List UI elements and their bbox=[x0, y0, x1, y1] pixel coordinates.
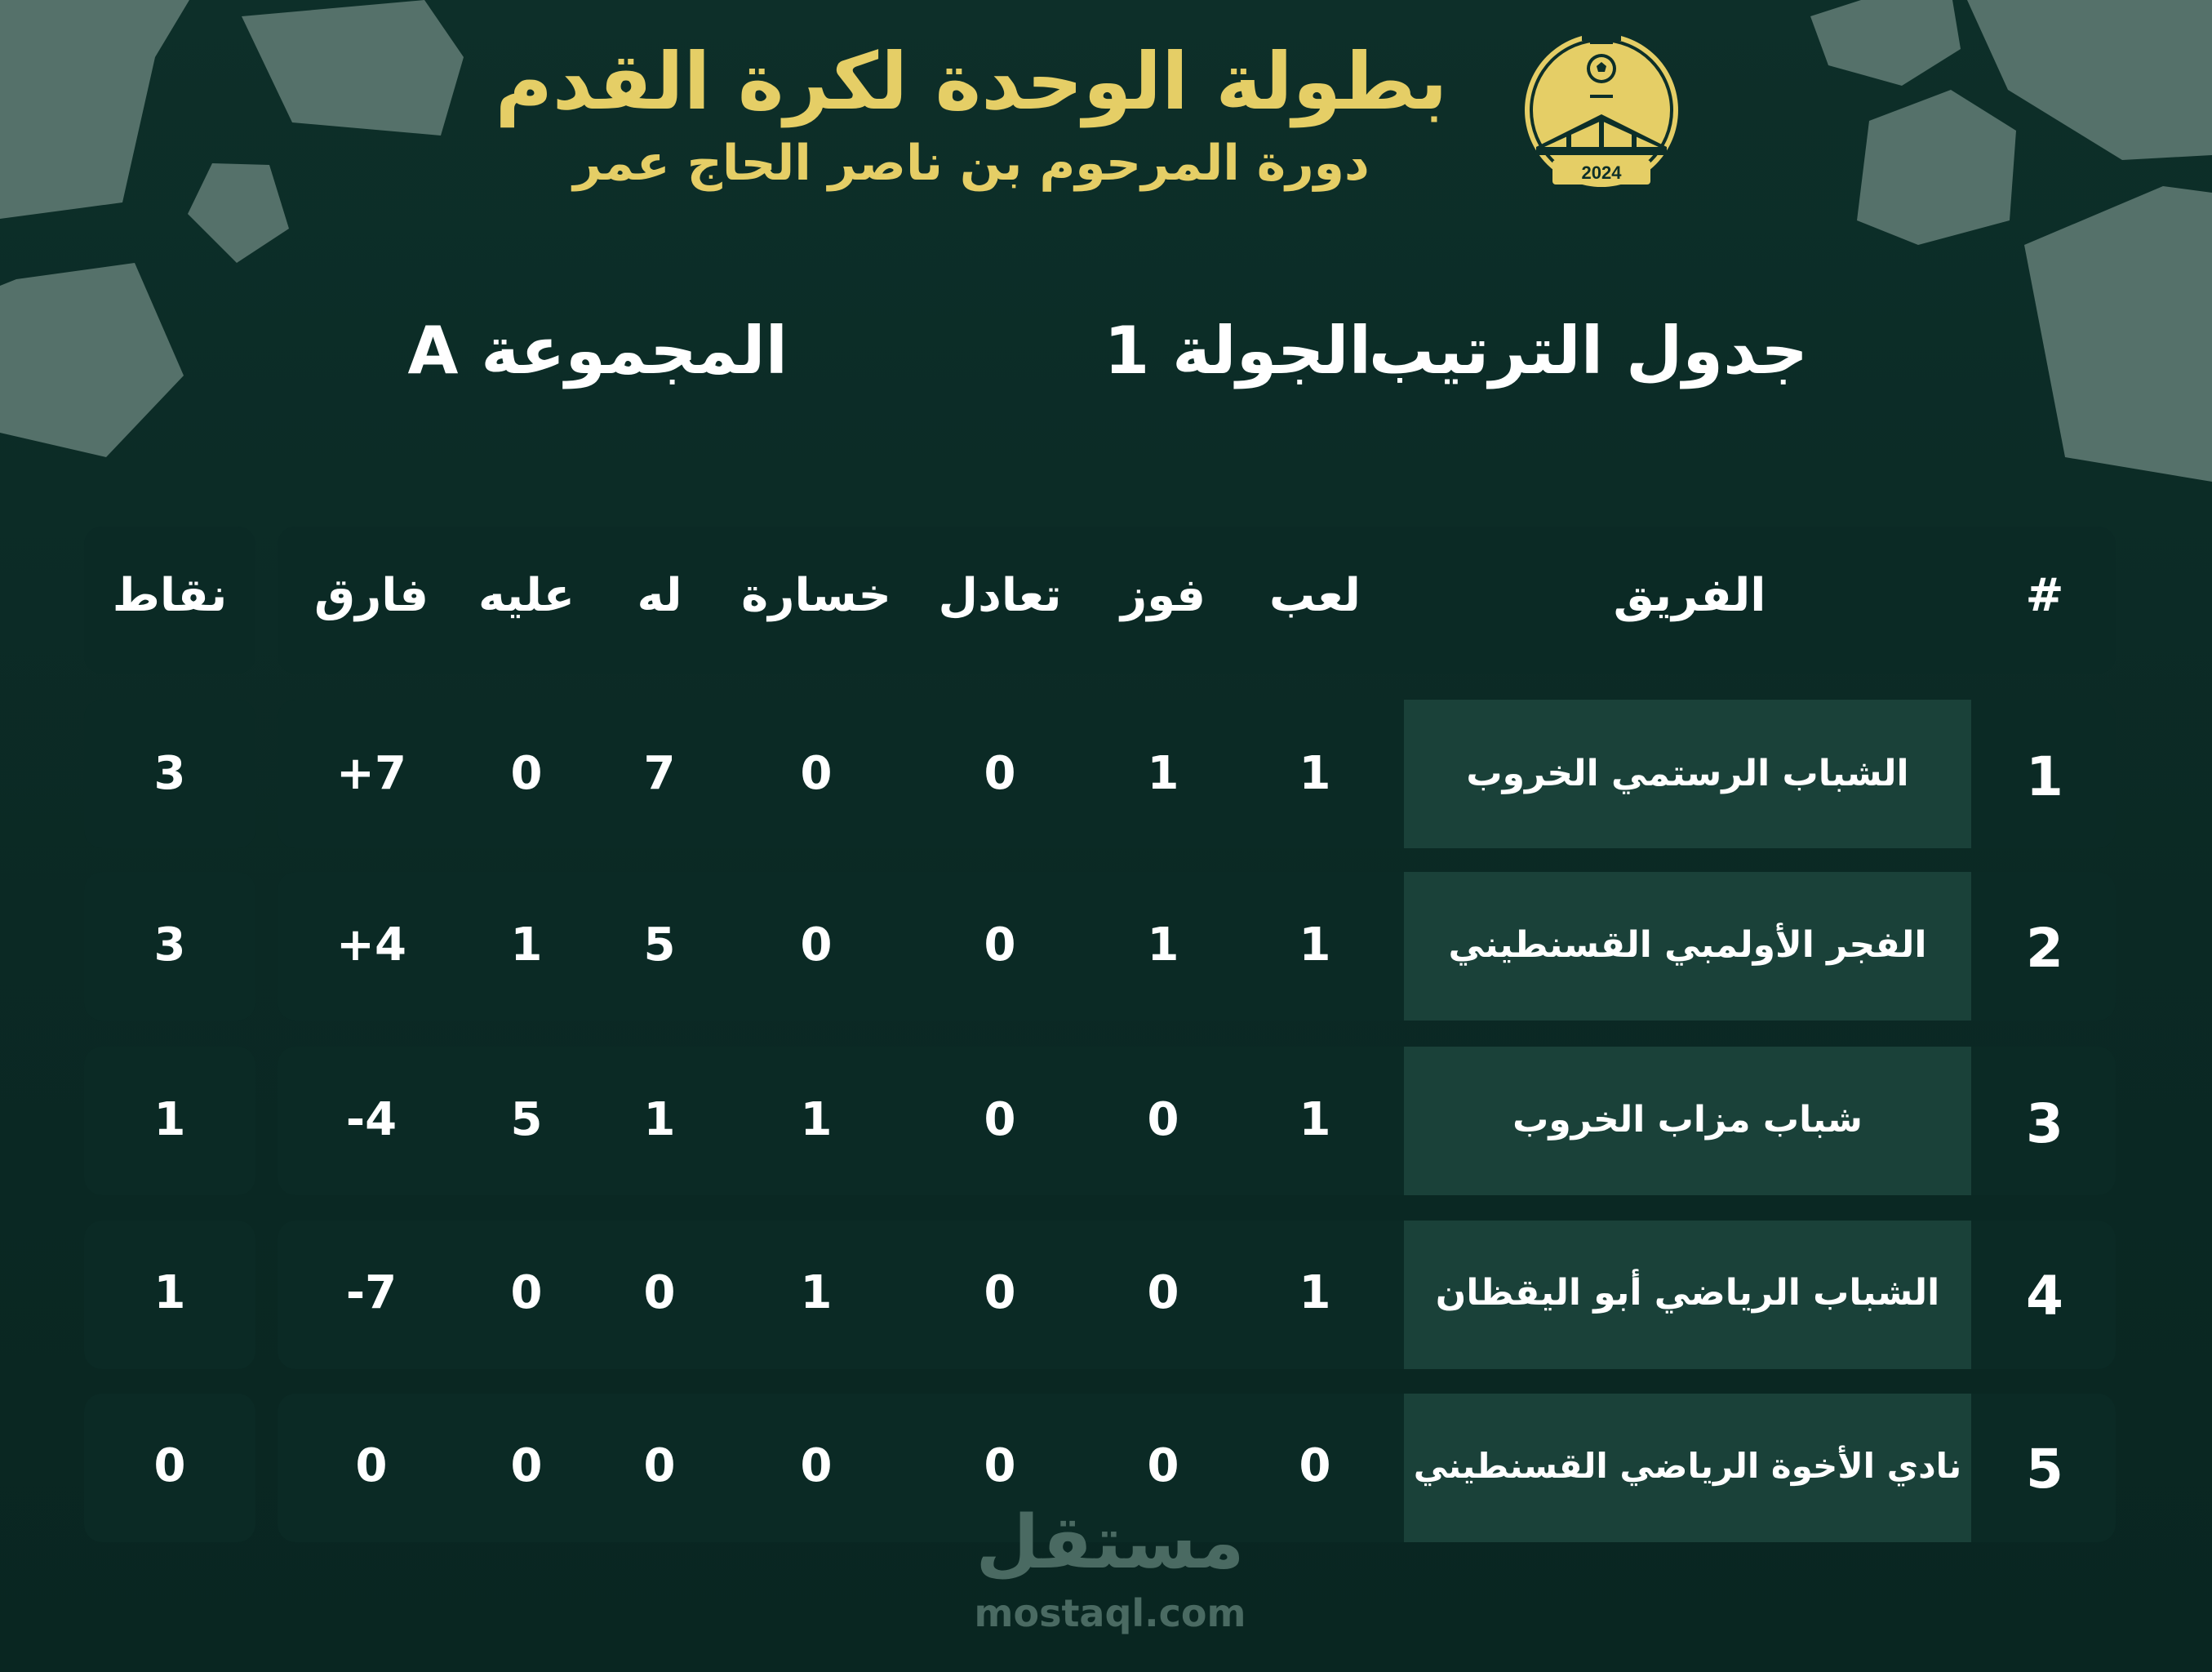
col-header-goal-diff: فارق bbox=[314, 569, 429, 622]
row-5-goal-diff: 0 bbox=[355, 1439, 388, 1492]
col-header-drawn: تعادل bbox=[938, 569, 1062, 622]
row-4-goals-for: 0 bbox=[643, 1266, 676, 1319]
row-1-rank: 1 bbox=[2026, 745, 2063, 808]
row-2-points: 3 bbox=[153, 918, 186, 972]
row-2-goals-against: 1 bbox=[510, 918, 543, 972]
row-5-rank: 5 bbox=[2026, 1438, 2063, 1501]
row-5-won: 0 bbox=[1147, 1439, 1179, 1492]
row-5-played: 0 bbox=[1299, 1439, 1331, 1492]
row-2-played: 1 bbox=[1299, 918, 1331, 972]
tournament-logo bbox=[1520, 24, 1683, 196]
row-4-goal-diff: -7 bbox=[345, 1266, 398, 1319]
row-3-played: 1 bbox=[1299, 1093, 1331, 1146]
row-4-points: 1 bbox=[153, 1266, 186, 1319]
row-3-lost: 1 bbox=[800, 1093, 833, 1146]
row-2-won: 1 bbox=[1147, 918, 1179, 972]
row-1-lost: 0 bbox=[800, 747, 833, 800]
col-header-won: فوز bbox=[1120, 569, 1206, 622]
row-3-goals-for: 1 bbox=[643, 1093, 676, 1146]
row-2-team: الفجر الأولمبي القسنطيني bbox=[1448, 924, 1927, 966]
row-5-points: 0 bbox=[153, 1439, 186, 1492]
row-4-won: 0 bbox=[1147, 1266, 1179, 1319]
row-4-drawn: 0 bbox=[984, 1266, 1016, 1319]
col-header-goals-for: له bbox=[637, 569, 682, 622]
deco-polygon bbox=[2024, 186, 2212, 482]
deco-polygon bbox=[1810, 0, 1961, 86]
row-3-goal-diff: -4 bbox=[345, 1093, 398, 1146]
row-5-lost: 0 bbox=[800, 1439, 833, 1492]
col-header-goals-against: عليه bbox=[478, 569, 575, 622]
table-title: جدول الترتيب bbox=[1368, 313, 1808, 389]
col-header-rank: # bbox=[2025, 569, 2064, 622]
row-2-goals-for: 5 bbox=[643, 918, 676, 972]
row-3-won: 0 bbox=[1147, 1093, 1179, 1146]
row-4-team: الشباب الرياضي أبو اليقظان bbox=[1435, 1272, 1940, 1314]
round-label: الجولة 1 bbox=[1104, 313, 1371, 389]
logo-year: 2024 bbox=[1581, 162, 1622, 183]
deco-polygon bbox=[1857, 90, 2016, 245]
tournament-title: بطولة الوحدة لكرة القدم bbox=[495, 36, 1448, 127]
row-1-points: 3 bbox=[153, 747, 186, 800]
row-1-team: الشباب الرستمي الخروب bbox=[1466, 753, 1909, 794]
row-4-rank: 4 bbox=[2026, 1265, 2063, 1327]
row-2-lost: 0 bbox=[800, 918, 833, 972]
row-1-drawn: 0 bbox=[984, 747, 1016, 800]
row-1-goals-for: 7 bbox=[643, 747, 676, 800]
watermark-arabic: مستقل bbox=[975, 1500, 1245, 1585]
row-3-team: شباب مزاب الخروب bbox=[1512, 1099, 1863, 1141]
deco-polygon bbox=[0, 0, 189, 219]
row-2-goal-diff: +4 bbox=[336, 918, 406, 972]
deco-polygon bbox=[0, 263, 184, 457]
row-5-team: نادي الأخوة الرياضي القسنطيني bbox=[1413, 1446, 1962, 1486]
row-1-goal-diff: +7 bbox=[336, 747, 406, 800]
deco-polygon bbox=[188, 163, 289, 263]
deco-polygon bbox=[242, 0, 464, 136]
row-2-rank: 2 bbox=[2026, 917, 2063, 980]
row-4-goals-against: 0 bbox=[510, 1266, 543, 1319]
row-3-points: 1 bbox=[153, 1093, 186, 1146]
row-5-goals-against: 0 bbox=[510, 1439, 543, 1492]
col-header-lost: خسارة bbox=[741, 569, 891, 622]
row-3-drawn: 0 bbox=[984, 1093, 1016, 1146]
watermark-url: mostaql.com bbox=[974, 1591, 1246, 1635]
row-3-goals-against: 5 bbox=[510, 1093, 543, 1146]
row-5-drawn: 0 bbox=[984, 1439, 1016, 1492]
col-header-team: الفريق bbox=[1613, 569, 1766, 622]
col-header-points: نقاط bbox=[112, 569, 228, 622]
row-4-lost: 1 bbox=[800, 1266, 833, 1319]
group-label: المجموعة A bbox=[407, 313, 788, 389]
tournament-subtitle: دورة المرحوم بن ناصر الحاج عمر bbox=[573, 135, 1370, 192]
row-4-played: 1 bbox=[1299, 1266, 1331, 1319]
row-2-drawn: 0 bbox=[984, 918, 1016, 972]
row-1-won: 1 bbox=[1147, 747, 1179, 800]
row-1-played: 1 bbox=[1299, 747, 1331, 800]
col-header-played: لعب bbox=[1269, 569, 1361, 622]
row-1-goals-against: 0 bbox=[510, 747, 543, 800]
row-3-rank: 3 bbox=[2026, 1092, 2063, 1155]
row-5-goals-for: 0 bbox=[643, 1439, 676, 1492]
